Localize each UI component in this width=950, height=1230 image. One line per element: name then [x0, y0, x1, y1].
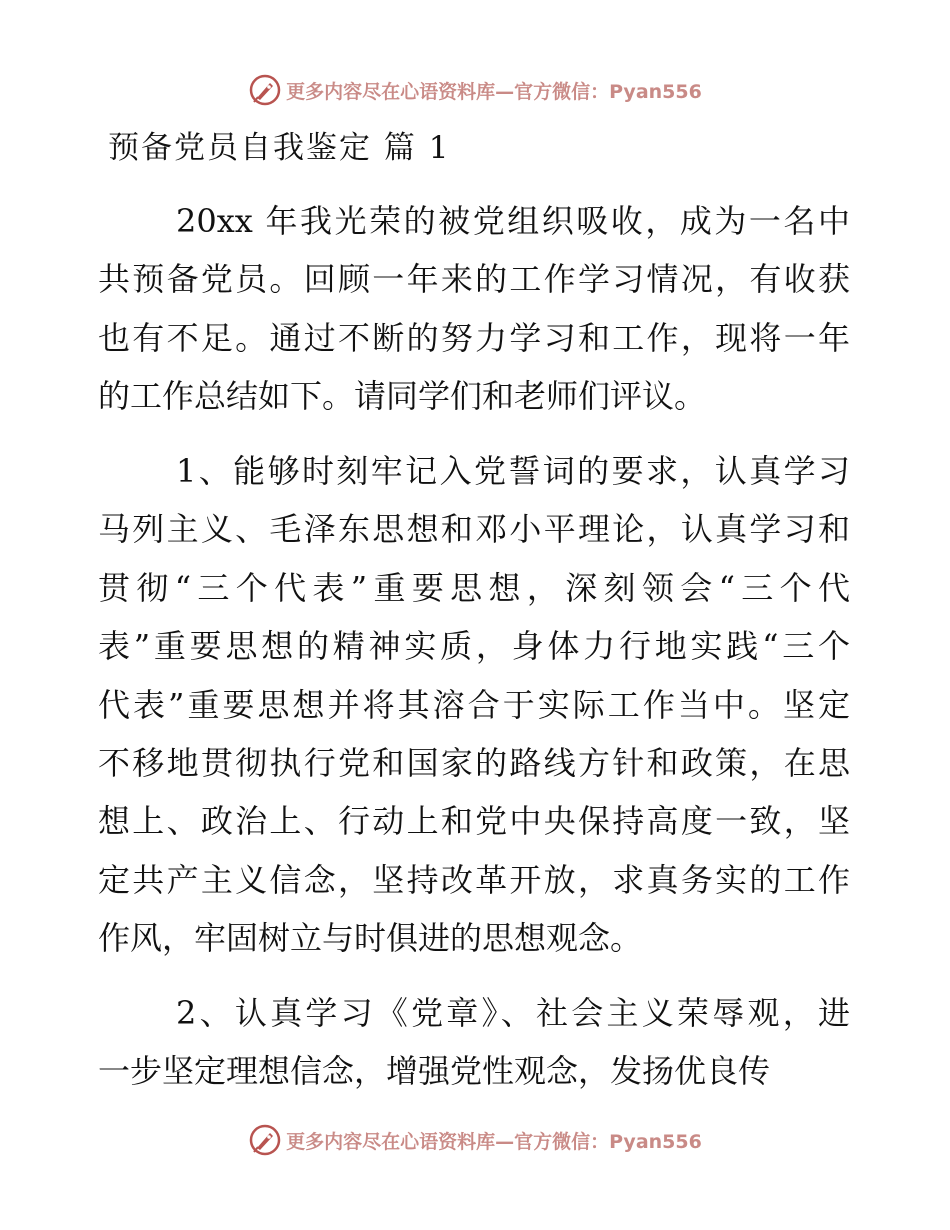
text-line: 1、能够时刻牢记入党誓词的要求，认真学习 — [176, 452, 850, 490]
text-line: 马列主义、毛泽东思想和邓小平理论，认真学习和 — [98, 510, 850, 549]
paragraph — [98, 442, 850, 968]
paragraph — [98, 984, 850, 1101]
pen-nib-logo-icon — [248, 73, 282, 107]
text-line: 20xx 年我光荣的被党组织吸收，成为一名中 — [176, 202, 850, 240]
watermark-text: 更多内容尽在心语资料库—官方微信：Pyan556 — [286, 1130, 702, 1153]
paragraph — [98, 192, 850, 426]
text-line: 定共产主义信念，坚持改革开放，求真务实的工作 — [98, 860, 850, 899]
header-watermark — [0, 70, 950, 110]
text-line: 的工作总结如下。请同学们和老师们评议。 — [98, 377, 707, 416]
text-line: 2、认真学习《党章》、社会主义荣辱观，进 — [176, 994, 850, 1032]
watermark-text: 更多内容尽在心语资料库—官方微信：Pyan556 — [286, 80, 702, 103]
text-line: 一步坚定理想信念，增强党性观念，发扬优良传 — [98, 1052, 771, 1091]
text-line: 共预备党员。回顾一年来的工作学习情况，有收获 — [98, 260, 850, 299]
text-line: 不移地贯彻执行党和国家的路线方针和政策，在思 — [98, 743, 850, 782]
text-line: 表”重要思想的精神实质，身体力行地实践“三个 — [98, 627, 850, 666]
text-line: 也有不足。通过不断的努力学习和工作，现将一年 — [98, 318, 850, 357]
document-title: 预备党员自我鉴定 篇 1 — [108, 130, 451, 166]
text-line: 作风，牢固树立与时俱进的思想观念。 — [98, 919, 643, 958]
text-line: 想上、政治上、行动上和党中央保持高度一致，坚 — [98, 802, 850, 841]
pen-nib-logo-icon — [248, 1123, 282, 1157]
footer-watermark — [0, 1120, 950, 1160]
text-line: 贯彻“三个代表”重要思想，深刻领会“三个代 — [98, 568, 850, 607]
text-line: 代表”重要思想并将其溶合于实际工作当中。坚定 — [98, 685, 850, 724]
